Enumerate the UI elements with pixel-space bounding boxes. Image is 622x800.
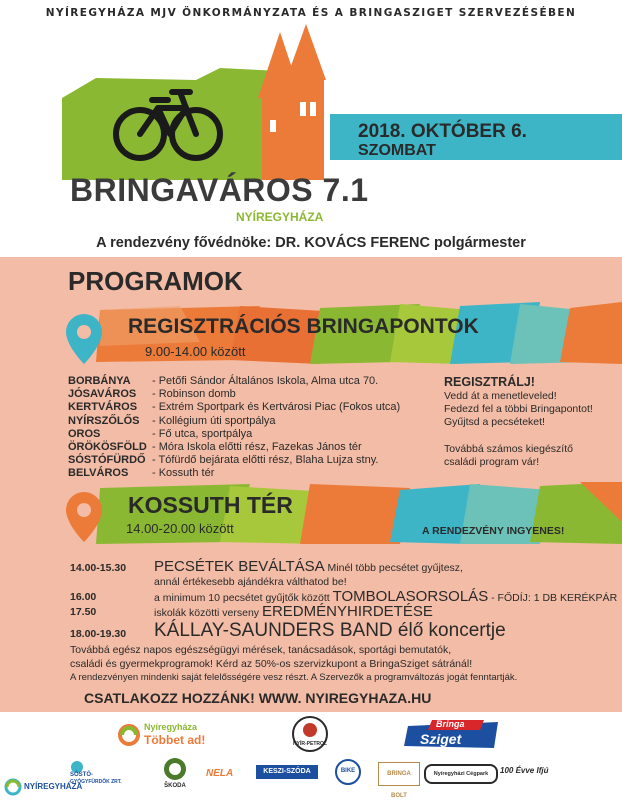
results-label: EREDMÉNYHIRDETÉSE [261, 603, 433, 620]
register-extra-line: Továbbá számos kiegészítő [444, 442, 573, 455]
programs-heading: PROGRAMOK [68, 266, 243, 296]
location-name: ÖRÖKÖSFÖLD [68, 441, 147, 454]
event-title-number: 7.1 [322, 172, 369, 208]
event-date: 2018. OKTÓBER 6. [358, 121, 527, 142]
sponsor-logo-bike [334, 758, 362, 786]
sponsor-name: SÓSTÓ- [70, 772, 94, 778]
sponsor-name-bottom: Sziget [420, 731, 462, 747]
location-row [68, 428, 400, 441]
schedule-time: 17.50 [70, 606, 97, 618]
sponsor-logo-bringasziget [402, 720, 502, 750]
schedule-time: 18.00-19.30 [70, 628, 127, 640]
registration-title: REGISZTRÁCIÓS BRINGAPONTOK [128, 315, 479, 338]
register-heading: REGISZTRÁLJ! [444, 375, 535, 389]
event-title [70, 172, 369, 209]
sponsor-name: ŠKODA [164, 783, 186, 789]
skoda-badge-icon [162, 756, 188, 782]
sponsor-slogan: Többet ad! [144, 733, 206, 747]
location-name: OROS [68, 427, 101, 440]
free-entry-label: A RENDEZVÉNY INGYENES! [422, 525, 565, 537]
schedule-text: - FŐDÍJ: 1 DB KERÉKPÁR [488, 592, 618, 604]
sponsor-name: NYÍR-PETROL [293, 741, 327, 747]
sponsor-name-top: Bringa [436, 719, 465, 729]
location-row [68, 441, 400, 454]
schedule-item [154, 603, 433, 620]
sponsor-logo-nela: NELA [206, 768, 234, 779]
location-place: - Fő utca, sportpálya [152, 427, 253, 440]
church-tower-icon [258, 24, 326, 180]
location-row [68, 415, 400, 428]
schedule-item [154, 558, 463, 575]
schedule-text: iskolák közötti verseny [154, 607, 262, 619]
location-name: BELVÁROS [68, 467, 129, 480]
event-city: NYÍREGYHÁZA [236, 210, 324, 224]
city-mark-icon [4, 778, 22, 796]
concert-label: KÁLLAY-SAUNDERS BAND élő koncertje [154, 620, 506, 641]
schedule-text: családi és gyermekprogramok! Kérd az 50%-os szervizkupont a BringaSziget sátránál! [70, 658, 473, 670]
location-row [68, 375, 400, 388]
register-line: Fedezd fel a többi Bringapontot! [444, 403, 593, 416]
location-place: - Móra Iskola előtti rész, Fazekas János tér [152, 441, 362, 454]
sponsor-name-sub: GYÓGYFÜRDŐK ZRT. [70, 779, 122, 785]
event-title-part1: BRINGA [70, 172, 197, 208]
register-line: Gyűjtsd a pecséteket! [444, 416, 545, 429]
registration-time: 9.00-14.00 között [145, 344, 246, 359]
sponsor-name: BIKE [340, 768, 356, 774]
map-pin-icon [66, 492, 102, 542]
register-callout [444, 375, 619, 469]
location-row [68, 401, 400, 414]
location-list [68, 375, 400, 481]
kossuth-time: 14.00-20.00 között [126, 521, 234, 536]
sponsor-logo-keszi-szoda: KESZI-SZÓDA [256, 765, 318, 779]
event-day: SZOMBAT [358, 142, 436, 159]
schedule-text: Minél több pecsétet gyűjtesz, [324, 562, 463, 574]
organizers-line: NYÍREGYHÁZA MJV ÖNKORMÁNYZATA ÉS A BRINGASZIGET SZERVEZÉSÉBEN [45, 7, 577, 19]
sponsor-logo-skoda [162, 756, 188, 792]
location-name: NYÍRSZŐLŐS [68, 414, 140, 427]
location-row [68, 388, 400, 401]
sponsor-logo-nyir-petrol [290, 714, 330, 754]
location-place: - Petőfi Sándor Általános Iskola, Alma utca 70. [152, 375, 379, 387]
join-us-line: CSATLAKOZZ HOZZÁNK! WWW. NYIREGYHAZA.HU [84, 690, 432, 706]
location-row [68, 454, 400, 467]
location-name: SÓSTÓFÜRDŐ [68, 454, 146, 467]
location-name: BORBÁNYA [68, 375, 131, 387]
kossuth-band [0, 482, 622, 550]
disclaimer-text: A rendezvényen mindenki saját felelősségére vesz részt. A Szervezők a programváltozás jogát fenntartják. [70, 672, 518, 683]
patron-line: A rendezvény fővédnöke: DR. KOVÁCS FERENC polgármester [96, 235, 526, 251]
sponsor-logo-cegpark: Nyíregyházi Cégpark [424, 764, 498, 784]
kossuth-title: KOSSUTH TÉR [128, 492, 293, 518]
location-name: JÓSAVÁROS [68, 388, 137, 401]
raffle-label: TOMBOLASORSOLÁS [332, 588, 489, 605]
location-place: - Extrém Sportpark és Kertvárosi Piac (Fokos utca) [152, 401, 401, 414]
register-line: Vedd át a menetleveled! [444, 390, 557, 402]
schedule-time: 16.00 [70, 591, 97, 603]
schedule-item [154, 620, 506, 642]
header-illustration [0, 20, 622, 180]
location-place: - Kossuth tér [152, 467, 215, 480]
schedule-text: Továbbá egész napos egészségügyi mérések, tanácsadások, sportági bemutatók, [70, 644, 452, 656]
schedule-time: 14.00-15.30 [70, 562, 127, 574]
sponsor-logo-bringa-bolt: BRINGA BOLT [378, 762, 420, 786]
location-place: - Robinson domb [152, 388, 236, 401]
sponsor-name: NYÍREGYHÁZA [24, 782, 83, 791]
register-extra-line: családi program vár! [444, 455, 540, 468]
location-place: - Kollégium úti sportpálya [152, 414, 276, 427]
petrol-seal-icon [290, 714, 330, 754]
location-row [68, 467, 400, 480]
sponsor-name: Nyíregyháza [144, 722, 198, 732]
sponsor-logo-100-eves: 100 Évve Ifjú [500, 766, 549, 775]
stamp-redemption-label: PECSÉTEK BEVÁLTÁSA [154, 558, 325, 575]
location-name: KERTVÁROS [68, 401, 138, 414]
location-place: - Tófürdő bejárata előtti rész, Blaha Lujza stny. [152, 454, 379, 467]
schedule-text: annál értékesebb ajándékra válthatod be! [154, 576, 347, 588]
schedule-text: a minimum 10 pecsétet gyűjtők között [154, 592, 333, 604]
sponsor-mark-icon [118, 724, 140, 746]
event-title-part2: VÁROS [196, 172, 314, 208]
